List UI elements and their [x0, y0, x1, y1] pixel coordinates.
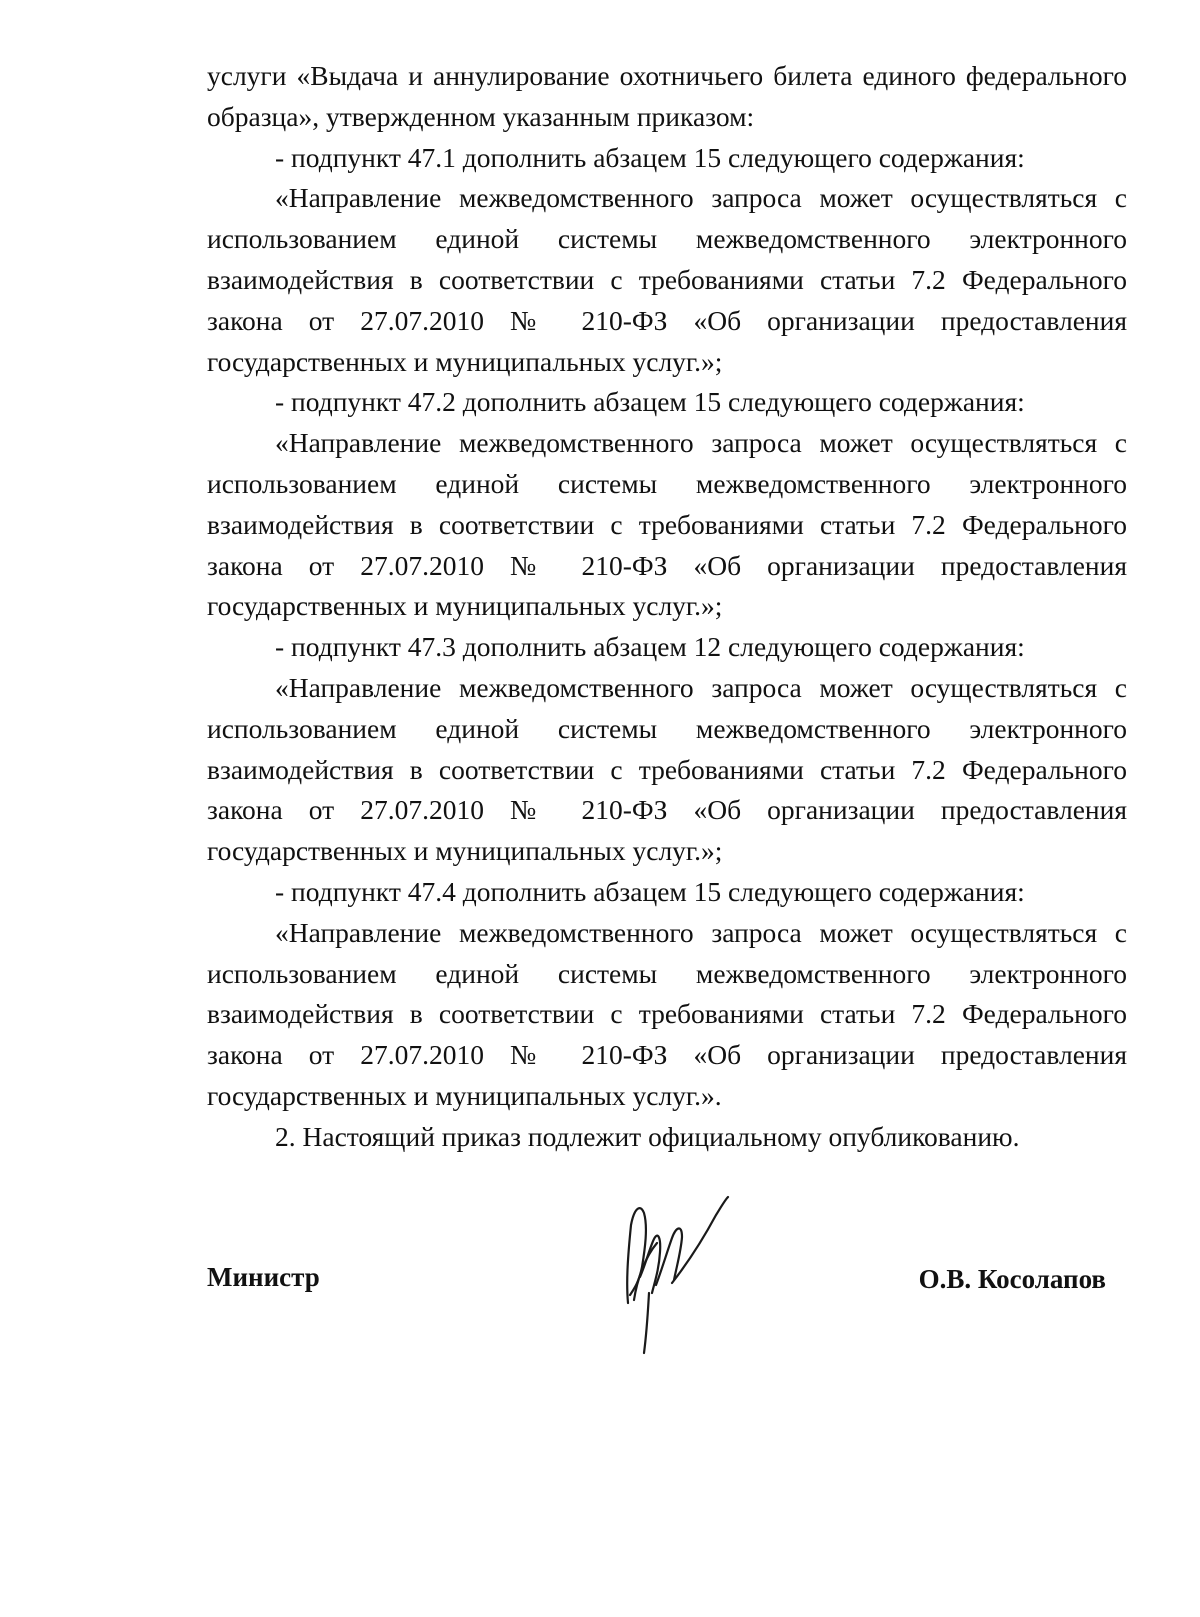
publication-clause: 2. Настоящий приказ подлежит официальному опубликованию. — [275, 1120, 1020, 1152]
amendment-quote-4: «Направление межведомственного запроса может осуществляться с использованием единой системы межведомственного электронного взаимодействия в соответствии с требованиями статьи 7.2 Федерального закона от 27.07.2010 № 210-ФЗ «Об организации предоставления государственных и муниципальных услуг.». — [207, 916, 1127, 1111]
amendment-item-47-4: - подпункт 47.4 дополнить абзацем 15 следующего содержания: — [275, 875, 1025, 907]
amendment-quote-1: «Направление межведомственного запроса может осуществляться с использованием единой системы межведомственного электронного взаимодействия в соответствии с требованиями статьи 7.2 Федерального закона от 27.07.2010 № 210-ФЗ «Об организации предоставления государственных и муниципальных услуг.»; — [207, 182, 1127, 377]
intro-paragraph: услуги «Выдача и аннулирование охотничьего билета единого федерального образца», утвержденном указанным приказом: — [207, 60, 1127, 132]
amendment-item-47-1: - подпункт 47.1 дополнить абзацем 15 следующего содержания: — [275, 141, 1025, 173]
signatory-name: О.В. Косолапов — [918, 1264, 1106, 1294]
signatory-title: Министр — [207, 1262, 320, 1292]
amendment-quote-3: «Направление межведомственного запроса может осуществляться с использованием единой системы межведомственного электронного взаимодействия в соответствии с требованиями статьи 7.2 Федерального закона от 27.07.2010 № 210-ФЗ «Об организации предоставления государственных и муниципальных услуг.»; — [207, 671, 1127, 867]
handwritten-signature-icon — [610, 1185, 750, 1365]
amendment-item-47-2: - подпункт 47.2 дополнить абзацем 15 следующего содержания: — [275, 386, 1025, 418]
amendment-item-47-3: - подпункт 47.3 дополнить абзацем 12 следующего содержания: — [275, 631, 1025, 663]
amendment-quote-2: «Направление межведомственного запроса может осуществляться с использованием единой системы межведомственного электронного взаимодействия в соответствии с требованиями статьи 7.2 Федерального закона от 27.07.2010 № 210-ФЗ «Об организации предоставления государственных и муниципальных услуг.»; — [207, 427, 1127, 622]
document-body — [207, 56, 1127, 1158]
